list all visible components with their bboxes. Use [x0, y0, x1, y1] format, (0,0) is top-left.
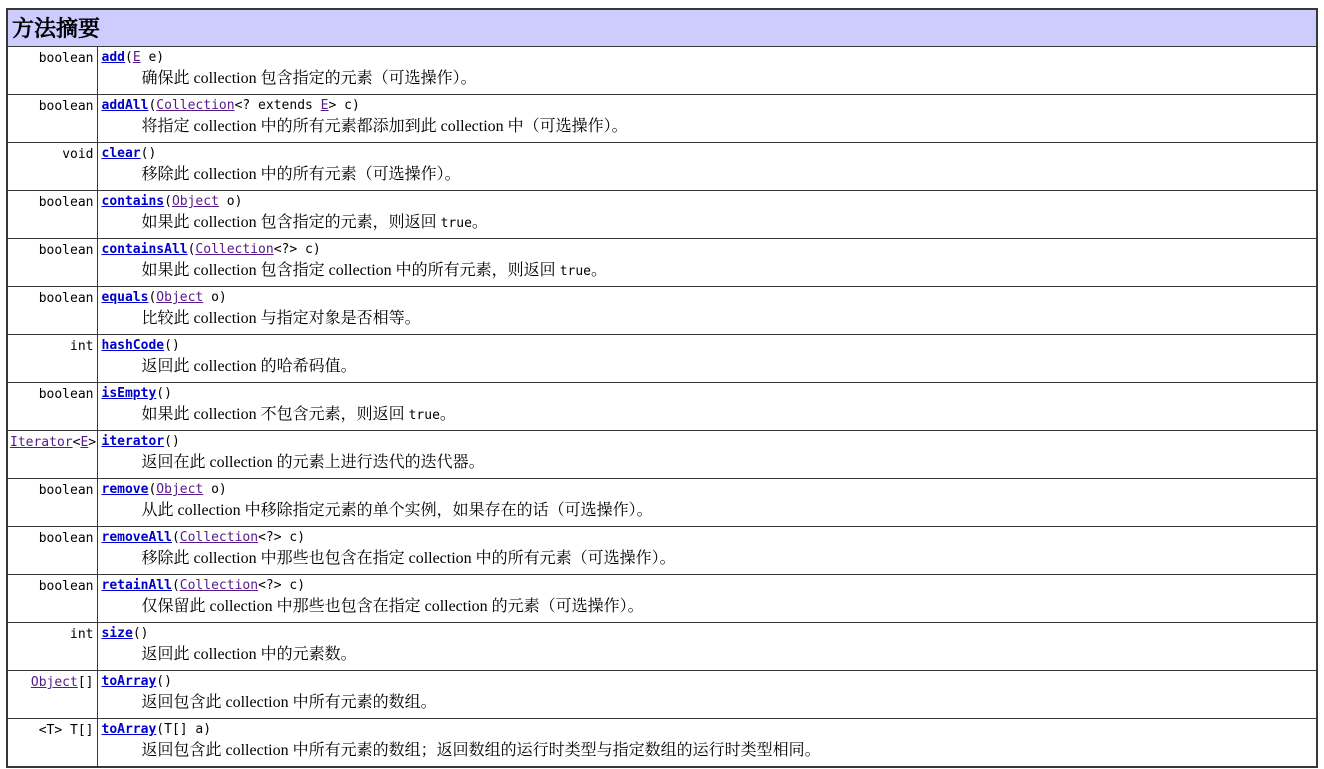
- text-part: 。: [591, 262, 608, 279]
- method-link[interactable]: retainAll: [101, 578, 172, 593]
- text-part: boolean: [38, 51, 94, 66]
- method-description: [142, 404, 1313, 426]
- return-type-cell: [7, 239, 97, 287]
- text-part: (T[] a): [156, 722, 212, 737]
- return-type-cell: [7, 47, 97, 95]
- text-part: o): [203, 290, 227, 305]
- text-part: 返回包含此 collection 中所有元素的数组；返回数组的运行时类型与指定数组的运行时类型相同。: [141, 742, 821, 759]
- text-part: 移除此 collection 中那些也包含在指定 collection 中的所有元素（可选操作）。: [141, 550, 676, 567]
- return-type-cell: [7, 143, 97, 191]
- method-cell: [97, 47, 1317, 95]
- return-type-cell: [7, 191, 97, 239]
- type-link[interactable]: E: [132, 50, 141, 65]
- text-part: (): [164, 434, 180, 449]
- method-cell: [97, 335, 1317, 383]
- signature-line: [102, 194, 1313, 210]
- method-description: [142, 500, 1313, 521]
- method-cell: [97, 431, 1317, 479]
- text-part: 从此 collection 中移除指定元素的单个实例，如果存在的话（可选操作）。: [141, 502, 653, 519]
- return-type-cell: [7, 335, 97, 383]
- type-link[interactable]: Object: [156, 482, 204, 497]
- method-cell: [97, 383, 1317, 431]
- method-link[interactable]: clear: [101, 146, 141, 161]
- type-link[interactable]: Collection: [179, 578, 259, 593]
- text-part: <?> c): [258, 578, 306, 593]
- text-part: (: [148, 290, 157, 305]
- signature-line: [102, 386, 1313, 402]
- text-part: (: [171, 578, 180, 593]
- inline-code: true: [440, 216, 472, 231]
- method-link[interactable]: addAll: [101, 98, 149, 113]
- method-row: [7, 671, 1317, 719]
- text-part: (: [148, 482, 157, 497]
- method-row: [7, 431, 1317, 479]
- method-row: [7, 335, 1317, 383]
- method-row: [7, 479, 1317, 527]
- type-link[interactable]: Collection: [195, 242, 274, 257]
- return-type-cell: [7, 383, 97, 431]
- method-cell: [97, 479, 1317, 527]
- text-part: o): [218, 194, 243, 209]
- return-type-cell: [7, 623, 97, 671]
- text-part: 确保此 collection 包含指定的元素（可选操作）。: [141, 70, 477, 87]
- method-row: [7, 383, 1317, 431]
- method-table-body: [7, 47, 1317, 767]
- return-type-cell: [7, 575, 97, 623]
- text-part: 。: [471, 214, 488, 231]
- text-part: 返回此 collection 中的元素数。: [141, 646, 357, 663]
- method-cell: [97, 719, 1317, 767]
- method-description: [142, 644, 1313, 665]
- text-part: (: [171, 530, 180, 545]
- return-type-cell: [7, 479, 97, 527]
- method-cell: [97, 191, 1317, 239]
- text-part: 仅保留此 collection 中那些也包含在指定 collection 的元素（可选操作）。: [141, 598, 644, 615]
- signature-line: [102, 242, 1313, 258]
- signature-line: [102, 98, 1313, 114]
- text-part: boolean: [38, 195, 94, 210]
- text-part: int: [70, 627, 94, 642]
- signature-line: [102, 722, 1313, 738]
- method-description: [142, 548, 1313, 569]
- method-row: [7, 719, 1317, 767]
- return-type-cell: [7, 95, 97, 143]
- return-type-cell: [7, 719, 97, 767]
- method-link[interactable]: size: [101, 626, 133, 641]
- text-part: o): [203, 482, 227, 497]
- method-description: [142, 116, 1313, 137]
- text-part: (): [156, 386, 172, 401]
- method-description: [142, 452, 1313, 473]
- method-row: [7, 143, 1317, 191]
- return-type-cell: [7, 527, 97, 575]
- text-part: (): [132, 626, 149, 641]
- method-cell: [97, 575, 1317, 623]
- text-part: boolean: [38, 99, 94, 114]
- text-part: > c): [328, 98, 360, 113]
- text-part: <?> c): [273, 242, 321, 257]
- method-row: [7, 239, 1317, 287]
- type-link[interactable]: E: [80, 435, 89, 450]
- method-description: [142, 740, 1313, 761]
- text-part: 返回在此 collection 的元素上进行迭代的迭代器。: [141, 454, 485, 471]
- method-link[interactable]: add: [101, 50, 125, 65]
- text-part: <? extends: [234, 98, 321, 113]
- text-part: (): [164, 338, 180, 353]
- text-part: (: [148, 98, 157, 113]
- type-link[interactable]: Object: [156, 290, 204, 305]
- signature-line: [102, 146, 1313, 162]
- text-part: 如果此 collection 包含指定的元素，则返回: [141, 214, 441, 231]
- text-part: boolean: [38, 483, 94, 498]
- method-cell: [97, 143, 1317, 191]
- text-part: (: [124, 50, 133, 65]
- text-part: e): [140, 50, 165, 65]
- text-part: 如果此 collection 包含指定 collection 中的所有元素，则返回: [141, 262, 560, 279]
- method-row: [7, 623, 1317, 671]
- signature-line: [102, 530, 1313, 546]
- method-link[interactable]: toArray: [101, 722, 157, 737]
- text-part: (): [156, 674, 172, 689]
- method-description: [142, 164, 1313, 185]
- method-cell: [97, 239, 1317, 287]
- method-link[interactable]: removeAll: [101, 530, 172, 545]
- text-part: boolean: [38, 579, 94, 594]
- text-part: 比较此 collection 与指定对象是否相等。: [141, 310, 421, 327]
- type-link[interactable]: Object: [171, 194, 219, 209]
- text-part: 如果此 collection 不包含元素，则返回: [141, 406, 409, 423]
- method-link[interactable]: iterator: [101, 434, 165, 449]
- signature-line: [102, 578, 1313, 594]
- type-link[interactable]: Iterator: [10, 435, 73, 450]
- signature-line: [102, 434, 1313, 450]
- method-link[interactable]: isEmpty: [101, 386, 157, 401]
- method-link[interactable]: containsAll: [101, 242, 188, 257]
- method-cell: [97, 95, 1317, 143]
- method-row: [7, 287, 1317, 335]
- text-part: 返回此 collection 的哈希码值。: [141, 358, 357, 375]
- method-summary-table: [6, 8, 1318, 768]
- text-part: boolean: [38, 531, 94, 546]
- text-part: boolean: [38, 243, 94, 258]
- method-row: [7, 575, 1317, 623]
- return-type-cell: [7, 671, 97, 719]
- method-description: [142, 692, 1313, 713]
- text-part: >: [88, 435, 97, 450]
- type-link[interactable]: Collection: [179, 530, 259, 545]
- method-row: [7, 95, 1317, 143]
- text-part: 。: [439, 406, 456, 423]
- signature-line: [102, 50, 1313, 66]
- type-link[interactable]: E: [320, 98, 329, 113]
- text-part: (: [164, 194, 172, 209]
- method-link[interactable]: hashCode: [101, 338, 165, 353]
- method-cell: [97, 527, 1317, 575]
- type-link[interactable]: Collection: [156, 98, 235, 113]
- type-link[interactable]: Object: [30, 675, 78, 690]
- inline-code: true: [408, 408, 440, 423]
- method-row: [7, 47, 1317, 95]
- method-link[interactable]: remove: [101, 482, 149, 497]
- method-cell: [97, 287, 1317, 335]
- method-link[interactable]: contains: [101, 194, 165, 209]
- text-part: (): [140, 146, 157, 161]
- text-part: 将指定 collection 中的所有元素都添加到此 collection 中（可选操作）。: [141, 118, 628, 135]
- signature-line: [102, 338, 1313, 354]
- text-part: 返回包含此 collection 中所有元素的数组。: [141, 694, 437, 711]
- method-description: [142, 212, 1313, 234]
- method-description: [142, 68, 1313, 89]
- text-part: boolean: [38, 387, 94, 402]
- text-part: <T> T[]: [38, 723, 94, 738]
- signature-line: [102, 290, 1313, 306]
- text-part: (: [187, 242, 196, 257]
- return-type-cell: [7, 287, 97, 335]
- signature-line: [102, 482, 1313, 498]
- signature-line: [102, 626, 1313, 642]
- text-part: 移除此 collection 中的所有元素（可选操作）。: [141, 166, 461, 183]
- method-summary-heading: 方法摘要: [7, 9, 1317, 47]
- method-cell: [97, 623, 1317, 671]
- text-part: boolean: [38, 291, 94, 306]
- text-part: int: [70, 339, 94, 354]
- method-link[interactable]: toArray: [101, 674, 157, 689]
- method-description: [142, 308, 1313, 329]
- method-description: [142, 596, 1313, 617]
- method-link[interactable]: equals: [101, 290, 149, 305]
- method-description: [142, 356, 1313, 377]
- return-type-cell: [7, 431, 97, 479]
- method-row: [7, 527, 1317, 575]
- text-part: void: [62, 147, 94, 162]
- text-part: []: [77, 675, 94, 690]
- text-part: <?> c): [258, 530, 306, 545]
- method-cell: [97, 671, 1317, 719]
- signature-line: [102, 674, 1313, 690]
- header-row: [7, 9, 1317, 47]
- text-part: <: [72, 435, 81, 450]
- method-description: [142, 260, 1313, 282]
- method-row: [7, 191, 1317, 239]
- inline-code: true: [559, 264, 591, 279]
